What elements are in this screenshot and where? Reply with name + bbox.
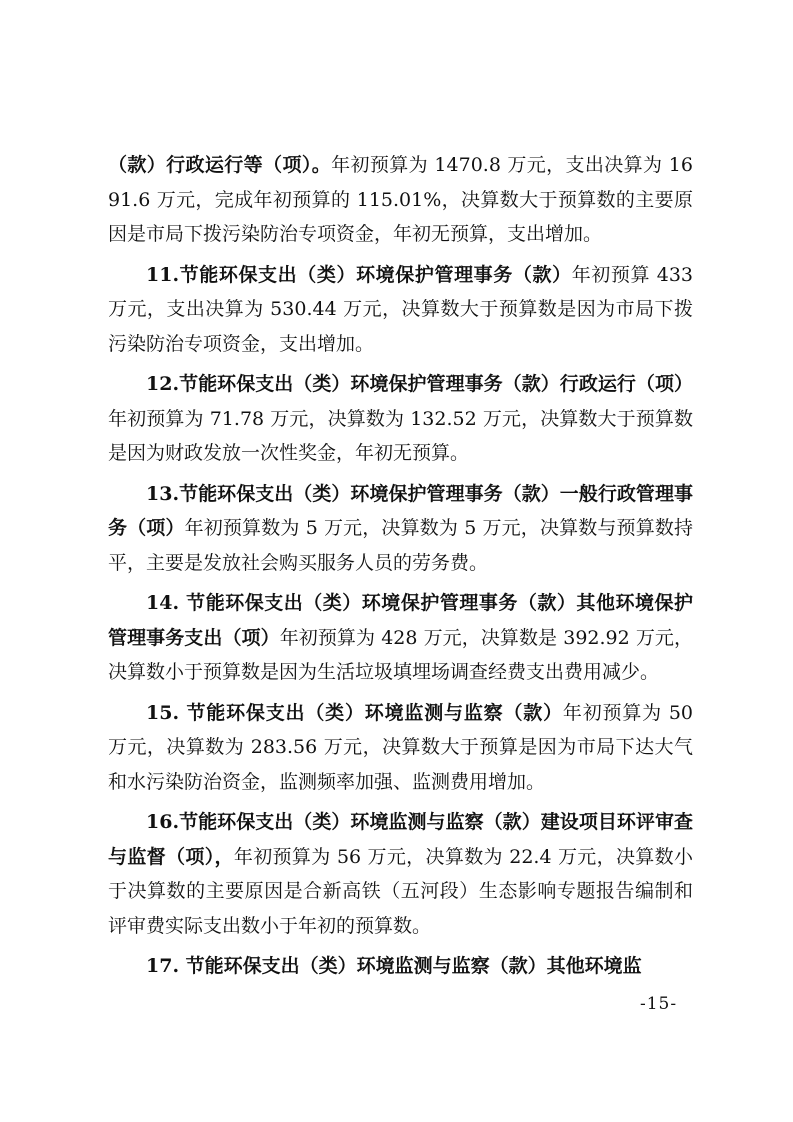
paragraph-3 (108, 367, 693, 471)
paragraph-4-text: 年初预算数为 5 万元，决算数为 5 万元，决算数与预算数持平，主要是发放社会购买服务人员的劳务费。 (108, 517, 693, 574)
paragraph-3-heading: 12.节能环保支出（类）环境保护管理事务（款）行政运行（项） (146, 373, 693, 395)
paragraph-2-text: 年初预算 433 万元，支出决算为 530.44 万元，决算数大于预算数是因为市局下拨污染防治专项资金，支出增加。 (108, 263, 693, 355)
paragraph-7 (108, 805, 693, 943)
paragraph-7-text: 年初预算为 56 万元，决算数为 22.4 万元，决算数小于决算数的主要原因是合新高铁（五河段）生态影响专题报告编制和评审费实际支出数小于年初的预算数。 (108, 845, 693, 937)
paragraph-6-text: 年初预算为 50 万元，决算数为 283.56 万元，决算数大于预算是因为市局下达大气和水污染防治资金，监测频率加强、监测费用增加。 (108, 701, 694, 793)
paragraph-4 (108, 477, 693, 581)
paragraph-1 (108, 148, 693, 252)
paragraph-2-heading: 11.节能环保支出（类）环境保护管理事务（款） (146, 263, 572, 286)
paragraph-5 (108, 586, 693, 690)
paragraph-8 (108, 949, 693, 984)
paragraph-1-heading: （款）行政运行等（项）。 (108, 154, 332, 176)
paragraph-8-heading: 17. 节能环保支出（类）环境监测与监察（款）其他环境监 (146, 955, 642, 977)
paragraph-4-heading: 13.节能环保支出（类）环境保护管理事务（款）一般行政管理事务（项） (108, 482, 693, 539)
paragraph-5-text: 年初预算为 428 万元，决算数是 392.92 万元，决算数小于预算数是因为生活垃圾填埋场调查经费支出费用减少。 (108, 626, 693, 683)
paragraph-1-text: 年初预算为 1470.8 万元，支出决算为 1691.6 万元，完成年初预算的 115.01%，决算数大于预算数的主要原因是市局下拨污染防治专项资金，年初无预算，支出增加。 (108, 154, 693, 245)
page-number: -15- (640, 994, 678, 1014)
paragraph-7-heading: 16.节能环保支出（类）环境监测与监察（款）建设项目环评审查与监督（项）， (108, 811, 693, 868)
paragraph-5-heading: 14. 节能环保支出（类）环境保护管理事务（款）其他环境保护管理事务支出（项） (108, 592, 693, 649)
paragraph-2 (108, 258, 693, 362)
paragraph-6 (108, 696, 693, 800)
paragraph-3-text: 年初预算为 71.78 万元，决算数为 132.52 万元，决算数大于预算数是因为财政发放一次性奖金，年初无预算。 (108, 407, 693, 464)
document-body (108, 148, 693, 990)
paragraph-6-heading: 15. 节能环保支出（类）环境监测与监察（款） (146, 701, 563, 724)
